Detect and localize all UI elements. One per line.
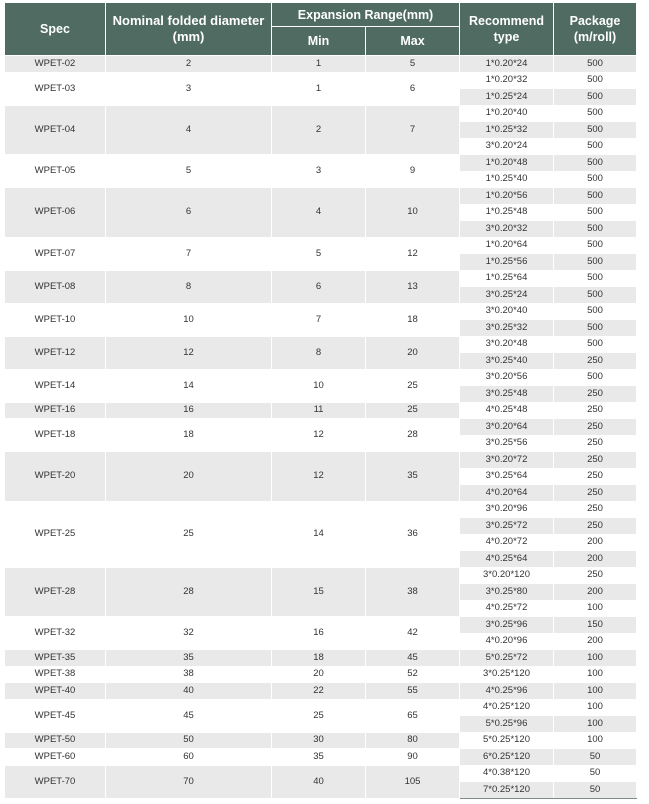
recommend-type-cell: 4*0.20*72 bbox=[460, 534, 554, 551]
table-row bbox=[5, 452, 637, 469]
max-cell: 10 bbox=[366, 188, 460, 238]
recommend-type-cell: 3*0.25*56 bbox=[460, 435, 554, 452]
min-cell: 16 bbox=[272, 617, 366, 650]
header-spec: Spec bbox=[5, 3, 106, 56]
package-cell: 250 bbox=[554, 468, 637, 485]
recommend-type-cell: 5*0.25*120 bbox=[460, 732, 554, 749]
table-row bbox=[5, 683, 637, 700]
package-cell: 500 bbox=[554, 270, 637, 287]
header-max: Max bbox=[366, 27, 460, 56]
recommend-type-cell: 3*0.20*40 bbox=[460, 303, 554, 320]
table-row bbox=[5, 155, 637, 172]
recommend-type-cell: 1*0.25*64 bbox=[460, 270, 554, 287]
spec-cell: WPET-32 bbox=[5, 617, 106, 650]
recommend-type-cell: 4*0.25*48 bbox=[460, 402, 554, 419]
package-cell: 500 bbox=[554, 287, 637, 304]
nominal-diameter-cell: 8 bbox=[106, 270, 272, 303]
header-min: Min bbox=[272, 27, 366, 56]
package-cell: 500 bbox=[554, 89, 637, 106]
recommend-type-cell: 1*0.20*40 bbox=[460, 105, 554, 122]
nominal-diameter-cell: 60 bbox=[106, 749, 272, 766]
recommend-type-cell: 3*0.20*24 bbox=[460, 138, 554, 155]
recommend-type-cell: 3*0.25*32 bbox=[460, 320, 554, 337]
max-cell: 25 bbox=[366, 369, 460, 402]
package-cell: 500 bbox=[554, 204, 637, 221]
table-row bbox=[5, 765, 637, 782]
recommend-type-cell: 3*0.25*80 bbox=[460, 584, 554, 601]
package-cell: 200 bbox=[554, 534, 637, 551]
max-cell: 42 bbox=[366, 617, 460, 650]
spec-cell: WPET-45 bbox=[5, 699, 106, 732]
table-row bbox=[5, 419, 637, 436]
spec-cell: WPET-40 bbox=[5, 683, 106, 700]
nominal-diameter-cell: 50 bbox=[106, 732, 272, 749]
max-cell: 80 bbox=[366, 732, 460, 749]
min-cell: 1 bbox=[272, 72, 366, 105]
table-row bbox=[5, 732, 637, 749]
min-cell: 30 bbox=[272, 732, 366, 749]
header-expansion-range: Expansion Range(mm) bbox=[272, 3, 460, 27]
table-row bbox=[5, 72, 637, 89]
min-cell: 7 bbox=[272, 303, 366, 336]
table-row bbox=[5, 666, 637, 683]
table-row bbox=[5, 699, 637, 716]
package-cell: 500 bbox=[554, 237, 637, 254]
min-cell: 2 bbox=[272, 105, 366, 155]
package-cell: 250 bbox=[554, 518, 637, 535]
package-cell: 50 bbox=[554, 765, 637, 782]
table-row bbox=[5, 501, 637, 518]
nominal-diameter-cell: 38 bbox=[106, 666, 272, 683]
table-row bbox=[5, 56, 637, 73]
spec-cell: WPET-05 bbox=[5, 155, 106, 188]
recommend-type-cell: 1*0.20*32 bbox=[460, 72, 554, 89]
recommend-type-cell: 3*0.20*120 bbox=[460, 567, 554, 584]
recommend-type-cell: 3*0.25*64 bbox=[460, 468, 554, 485]
nominal-diameter-cell: 45 bbox=[106, 699, 272, 732]
max-cell: 13 bbox=[366, 270, 460, 303]
recommend-type-cell: 4*0.25*72 bbox=[460, 600, 554, 617]
package-cell: 50 bbox=[554, 749, 637, 766]
spec-cell: WPET-50 bbox=[5, 732, 106, 749]
spec-cell: WPET-35 bbox=[5, 650, 106, 667]
package-cell: 500 bbox=[554, 303, 637, 320]
min-cell: 10 bbox=[272, 369, 366, 402]
nominal-diameter-cell: 70 bbox=[106, 765, 272, 798]
max-cell: 18 bbox=[366, 303, 460, 336]
spec-table bbox=[4, 2, 637, 799]
nominal-diameter-cell: 18 bbox=[106, 419, 272, 452]
header-package bbox=[554, 3, 637, 56]
max-cell: 90 bbox=[366, 749, 460, 766]
max-cell: 36 bbox=[366, 501, 460, 567]
package-cell: 500 bbox=[554, 138, 637, 155]
package-cell: 100 bbox=[554, 650, 637, 667]
min-cell: 18 bbox=[272, 650, 366, 667]
recommend-type-cell: 4*0.20*64 bbox=[460, 485, 554, 502]
max-cell: 6 bbox=[366, 72, 460, 105]
min-cell: 12 bbox=[272, 419, 366, 452]
max-cell: 45 bbox=[366, 650, 460, 667]
recommend-type-cell: 1*0.20*48 bbox=[460, 155, 554, 172]
package-cell: 150 bbox=[554, 617, 637, 634]
nominal-diameter-cell: 10 bbox=[106, 303, 272, 336]
spec-cell: WPET-70 bbox=[5, 765, 106, 798]
min-cell: 20 bbox=[272, 666, 366, 683]
package-cell: 250 bbox=[554, 386, 637, 403]
package-cell: 100 bbox=[554, 666, 637, 683]
recommend-type-cell: 6*0.25*120 bbox=[460, 749, 554, 766]
min-cell: 1 bbox=[272, 56, 366, 73]
recommend-type-cell: 1*0.20*56 bbox=[460, 188, 554, 205]
recommend-type-cell: 3*0.25*96 bbox=[460, 617, 554, 634]
recommend-type-cell: 3*0.20*32 bbox=[460, 221, 554, 238]
min-cell: 25 bbox=[272, 699, 366, 732]
package-cell: 500 bbox=[554, 122, 637, 139]
min-cell: 15 bbox=[272, 567, 366, 617]
package-cell: 200 bbox=[554, 551, 637, 568]
package-cell: 100 bbox=[554, 683, 637, 700]
package-cell: 500 bbox=[554, 336, 637, 353]
spec-cell: WPET-03 bbox=[5, 72, 106, 105]
spec-cell: WPET-06 bbox=[5, 188, 106, 238]
recommend-type-cell: 3*0.25*24 bbox=[460, 287, 554, 304]
recommend-type-cell: 7*0.25*120 bbox=[460, 782, 554, 799]
package-cell: 200 bbox=[554, 584, 637, 601]
table-row bbox=[5, 270, 637, 287]
recommend-type-cell: 4*0.20*96 bbox=[460, 633, 554, 650]
min-cell: 14 bbox=[272, 501, 366, 567]
table-row bbox=[5, 617, 637, 634]
spec-cell: WPET-08 bbox=[5, 270, 106, 303]
nominal-diameter-cell: 28 bbox=[106, 567, 272, 617]
max-cell: 12 bbox=[366, 237, 460, 270]
recommend-type-cell: 1*0.25*32 bbox=[460, 122, 554, 139]
min-cell: 22 bbox=[272, 683, 366, 700]
header-nominal-diameter bbox=[106, 3, 272, 56]
package-cell: 250 bbox=[554, 353, 637, 370]
recommend-type-cell: 4*0.25*120 bbox=[460, 699, 554, 716]
recommend-type-cell: 3*0.25*120 bbox=[460, 666, 554, 683]
nominal-diameter-cell: 25 bbox=[106, 501, 272, 567]
max-cell: 20 bbox=[366, 336, 460, 369]
max-cell: 9 bbox=[366, 155, 460, 188]
package-cell: 100 bbox=[554, 732, 637, 749]
package-cell: 250 bbox=[554, 435, 637, 452]
nominal-diameter-cell: 2 bbox=[106, 56, 272, 73]
nominal-diameter-cell: 14 bbox=[106, 369, 272, 402]
recommend-type-cell: 3*0.25*48 bbox=[460, 386, 554, 403]
max-cell: 38 bbox=[366, 567, 460, 617]
package-cell: 500 bbox=[554, 171, 637, 188]
max-cell: 25 bbox=[366, 402, 460, 419]
recommend-type-cell: 3*0.20*56 bbox=[460, 369, 554, 386]
recommend-type-cell: 3*0.25*72 bbox=[460, 518, 554, 535]
table-row bbox=[5, 188, 637, 205]
max-cell: 65 bbox=[366, 699, 460, 732]
header-recommend-type bbox=[460, 3, 554, 56]
table-row bbox=[5, 650, 637, 667]
table-row bbox=[5, 567, 637, 584]
nominal-diameter-cell: 7 bbox=[106, 237, 272, 270]
package-cell: 250 bbox=[554, 452, 637, 469]
recommend-type-cell: 3*0.20*64 bbox=[460, 419, 554, 436]
recommend-type-cell: 3*0.25*40 bbox=[460, 353, 554, 370]
spec-cell: WPET-16 bbox=[5, 402, 106, 419]
table-row bbox=[5, 402, 637, 419]
package-cell: 500 bbox=[554, 105, 637, 122]
table-row bbox=[5, 105, 637, 122]
min-cell: 8 bbox=[272, 336, 366, 369]
package-cell: 500 bbox=[554, 188, 637, 205]
recommend-type-cell: 1*0.25*24 bbox=[460, 89, 554, 106]
package-cell: 200 bbox=[554, 633, 637, 650]
max-cell: 35 bbox=[366, 452, 460, 502]
recommend-type-cell: 3*0.20*72 bbox=[460, 452, 554, 469]
min-cell: 4 bbox=[272, 188, 366, 238]
spec-cell: WPET-02 bbox=[5, 56, 106, 73]
package-cell: 250 bbox=[554, 501, 637, 518]
package-cell: 500 bbox=[554, 56, 637, 73]
recommend-type-cell: 1*0.20*64 bbox=[460, 237, 554, 254]
table-row bbox=[5, 749, 637, 766]
nominal-diameter-cell: 5 bbox=[106, 155, 272, 188]
min-cell: 40 bbox=[272, 765, 366, 798]
recommend-type-cell: 5*0.25*72 bbox=[460, 650, 554, 667]
min-cell: 35 bbox=[272, 749, 366, 766]
spec-cell: WPET-28 bbox=[5, 567, 106, 617]
package-cell: 500 bbox=[554, 72, 637, 89]
recommend-type-cell: 4*0.25*64 bbox=[460, 551, 554, 568]
recommend-type-cell: 3*0.20*96 bbox=[460, 501, 554, 518]
min-cell: 5 bbox=[272, 237, 366, 270]
max-cell: 55 bbox=[366, 683, 460, 700]
min-cell: 11 bbox=[272, 402, 366, 419]
package-cell: 100 bbox=[554, 699, 637, 716]
recommend-type-cell: 1*0.25*40 bbox=[460, 171, 554, 188]
nominal-diameter-cell: 20 bbox=[106, 452, 272, 502]
table-row bbox=[5, 303, 637, 320]
package-cell: 250 bbox=[554, 485, 637, 502]
package-cell: 500 bbox=[554, 155, 637, 172]
package-cell: 50 bbox=[554, 782, 637, 799]
max-cell: 105 bbox=[366, 765, 460, 798]
table-row bbox=[5, 336, 637, 353]
nominal-diameter-cell: 40 bbox=[106, 683, 272, 700]
nominal-diameter-cell: 6 bbox=[106, 188, 272, 238]
table-row bbox=[5, 237, 637, 254]
nominal-diameter-cell: 12 bbox=[106, 336, 272, 369]
min-cell: 3 bbox=[272, 155, 366, 188]
recommend-type-cell: 4*0.38*120 bbox=[460, 765, 554, 782]
package-cell: 500 bbox=[554, 221, 637, 238]
spec-cell: WPET-10 bbox=[5, 303, 106, 336]
spec-cell: WPET-07 bbox=[5, 237, 106, 270]
recommend-type-cell: 1*0.25*48 bbox=[460, 204, 554, 221]
min-cell: 12 bbox=[272, 452, 366, 502]
recommend-type-cell: 4*0.25*96 bbox=[460, 683, 554, 700]
min-cell: 6 bbox=[272, 270, 366, 303]
recommend-type-cell: 3*0.20*48 bbox=[460, 336, 554, 353]
recommend-type-cell: 5*0.25*96 bbox=[460, 716, 554, 733]
package-cell: 500 bbox=[554, 254, 637, 271]
package-cell: 250 bbox=[554, 567, 637, 584]
table-row bbox=[5, 369, 637, 386]
nominal-diameter-cell: 32 bbox=[106, 617, 272, 650]
package-cell: 100 bbox=[554, 716, 637, 733]
spec-cell: WPET-14 bbox=[5, 369, 106, 402]
package-cell: 500 bbox=[554, 369, 637, 386]
nominal-diameter-cell: 3 bbox=[106, 72, 272, 105]
table-header bbox=[5, 3, 637, 56]
max-cell: 7 bbox=[366, 105, 460, 155]
recommend-type-cell: 1*0.20*24 bbox=[460, 56, 554, 73]
nominal-diameter-cell: 4 bbox=[106, 105, 272, 155]
recommend-type-cell: 1*0.25*56 bbox=[460, 254, 554, 271]
spec-cell: WPET-20 bbox=[5, 452, 106, 502]
table-body bbox=[5, 56, 637, 799]
max-cell: 52 bbox=[366, 666, 460, 683]
header-nominal-diameter-label: Nominal folded diameter (mm) bbox=[112, 13, 265, 44]
max-cell: 5 bbox=[366, 56, 460, 73]
package-cell: 500 bbox=[554, 320, 637, 337]
max-cell: 28 bbox=[366, 419, 460, 452]
nominal-diameter-cell: 35 bbox=[106, 650, 272, 667]
spec-cell: WPET-25 bbox=[5, 501, 106, 567]
spec-cell: WPET-04 bbox=[5, 105, 106, 155]
header-package-label: Package (m/roll) bbox=[569, 14, 621, 44]
spec-cell: WPET-60 bbox=[5, 749, 106, 766]
spec-cell: WPET-12 bbox=[5, 336, 106, 369]
spec-cell: WPET-18 bbox=[5, 419, 106, 452]
package-cell: 100 bbox=[554, 600, 637, 617]
package-cell: 250 bbox=[554, 402, 637, 419]
header-recommend-type-label: Recommend type bbox=[468, 14, 545, 44]
spec-cell: WPET-38 bbox=[5, 666, 106, 683]
package-cell: 250 bbox=[554, 419, 637, 436]
nominal-diameter-cell: 16 bbox=[106, 402, 272, 419]
